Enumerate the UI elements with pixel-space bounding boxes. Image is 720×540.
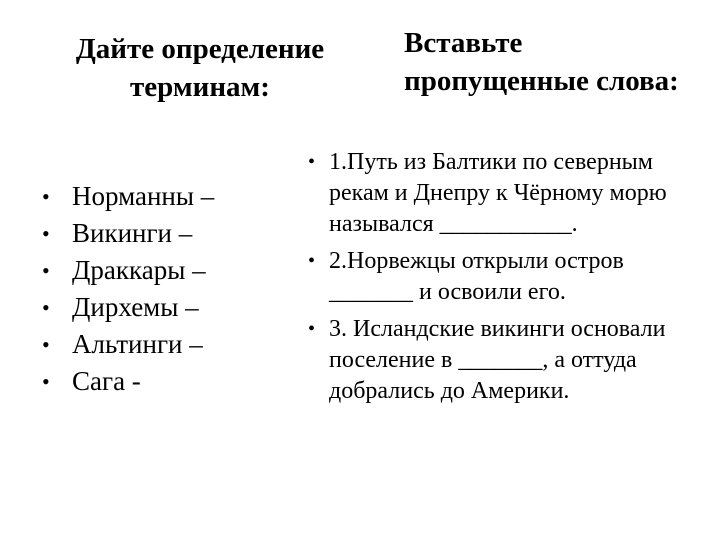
bullet-icon: • (42, 221, 50, 246)
bullet-icon: • (42, 369, 50, 394)
questions-list (300, 147, 700, 413)
terms-list (0, 178, 214, 400)
left-heading: Дайте определение терминам: (75, 33, 325, 103)
term-item (0, 326, 214, 363)
term-item (0, 178, 214, 215)
bullet-icon: • (308, 151, 316, 173)
term-item (0, 215, 214, 252)
term-text: Дирхемы – (72, 292, 199, 322)
question-item (300, 246, 700, 308)
term-text: Драккары – (72, 255, 206, 285)
bullet-icon: • (42, 332, 50, 357)
bullet-icon: • (308, 250, 316, 272)
question-text: 2.Норвежцы открыли остров _______ и освоили его. (329, 248, 624, 305)
bullet-icon: • (308, 318, 316, 340)
question-text: 3. Исландские викинги основали поселение в _______, а оттуда добрались до Америки. (329, 316, 666, 404)
question-item (300, 314, 700, 407)
term-item (0, 363, 214, 400)
term-text: Норманны – (72, 181, 215, 211)
term-item (0, 252, 214, 289)
right-heading: Вставьте пропущенные слова: (404, 27, 679, 97)
term-text: Сага - (72, 366, 141, 396)
term-text: Альтинги – (72, 329, 203, 359)
bullet-icon: • (42, 184, 50, 209)
bullet-icon: • (42, 295, 50, 320)
term-item (0, 289, 214, 326)
question-item (300, 147, 700, 240)
question-text: 1.Путь из Балтики по северным рекам и Днепру к Чёрному морю назывался ___________. (329, 149, 667, 237)
bullet-icon: • (42, 258, 50, 283)
term-text: Викинги – (72, 218, 193, 248)
